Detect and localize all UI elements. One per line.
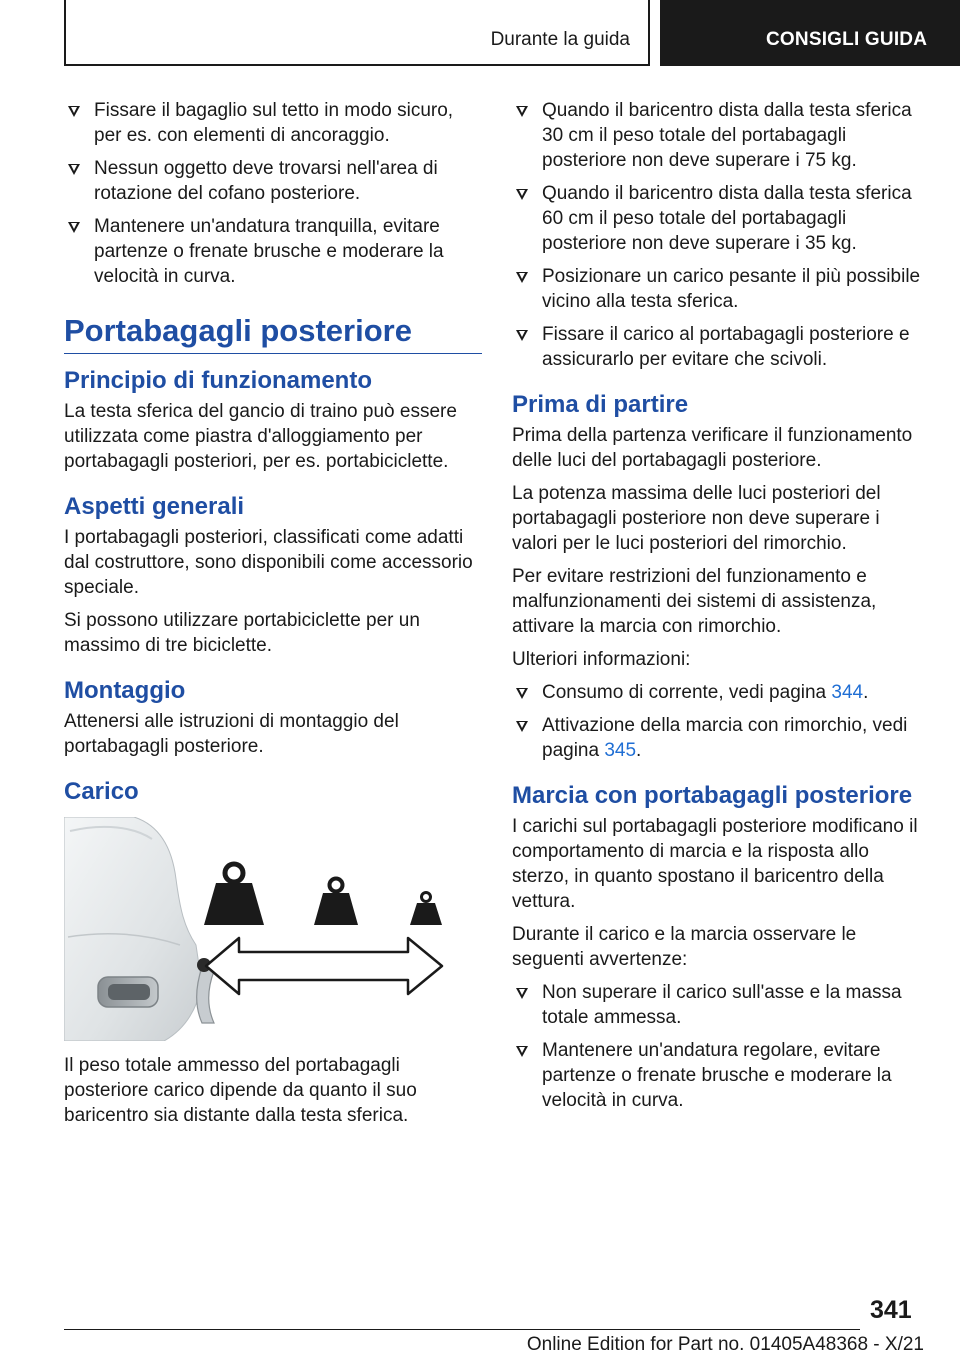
triangle-bullet-icon [68, 164, 80, 175]
list-item: Fissare il carico al portabagagli posteriore e assicurarlo per evitare che scivoli. [512, 322, 926, 372]
list-item: Non superare il carico sull'asse e la massa totale ammessa. [512, 980, 926, 1030]
driving-heading: Marcia con portabagagli posteriore [512, 782, 913, 809]
page-number: 341 [870, 1296, 912, 1324]
load-heading: Carico [64, 778, 139, 805]
mount-heading: Montaggio [64, 677, 186, 704]
tow-hitch-shape [197, 967, 214, 1023]
footer-divider [64, 1329, 860, 1330]
principle-text: La testa sferica del gancio di traino può essere utilizzata come piastra d'alloggiamento per portabagagli posteriori, per es. portabiciclette. [64, 401, 457, 472]
triangle-bullet-icon [516, 988, 528, 999]
driving-text-1: I carichi sul portabagagli posteriore modificano il comportamento di marcia e la risposta allo sterzo, in quanto spostano il baricentro della vettura. [512, 816, 918, 912]
before-text-4: Ulteriori informazioni: [512, 649, 691, 670]
before-text-3: Per evitare restrizioni del funzionamento e malfunzionamenti dei sistemi di assistenza, attivare la marcia con rimorchio. [512, 566, 877, 637]
triangle-bullet-icon [516, 688, 528, 699]
load-diagram [64, 817, 482, 1041]
list-item: Nessun oggetto deve trovarsi nell'area di rotazione del cofano posteriore. [64, 156, 482, 206]
header-chapter-title: CONSIGLI GUIDA [766, 29, 928, 50]
header-section-title: Durante la guida [490, 29, 630, 50]
chapter-title: Portabagagli posteriore [64, 313, 482, 354]
triangle-bullet-icon [516, 330, 528, 341]
list-item: Posizionare un carico pesante il più possibile vicino alla testa sferica. [512, 264, 926, 314]
footer-edition: Online Edition for Part no. 01405A48368 - X/21 [526, 1334, 924, 1355]
triangle-bullet-icon [516, 106, 528, 117]
triangle-bullet-icon [516, 1046, 528, 1057]
load-bullets [512, 98, 926, 372]
triangle-bullet-icon [516, 721, 528, 732]
header-chapter-tab [660, 0, 960, 66]
before-text-1: Prima della partenza verificare il funzionamento delle luci del portabagagli posteriore. [512, 425, 913, 471]
reference-bullets [512, 680, 926, 763]
general-text-1: I portabagagli posteriori, classificati come adatti dal costruttore, sono disponibili come accessorio speciale. [64, 527, 473, 598]
list-item: Quando il baricentro dista dalla testa sferica 60 cm il peso totale del portabagagli posteriore non deve superare i 35 kg. [512, 181, 926, 256]
list-item: Fissare il bagaglio sul tetto in modo sicuro, per es. con elementi di ancoraggio. [64, 98, 482, 148]
general-text-2: Si possono utilizzare portabiciclette per un massimo di tre biciclette. [64, 610, 420, 656]
mount-text: Attenersi alle istruzioni di montaggio del portabagagli posteriore. [64, 711, 399, 757]
list-item: Mantenere un'andatura tranquilla, evitare partenze o frenate brusche e moderare la velocità in curva. [64, 214, 482, 289]
load-caption: Il peso totale ammesso del portabagagli posteriore carico dipende da quanto il suo baricentro sia distante dalla testa sferica. [64, 1055, 417, 1126]
general-heading: Aspetti generali [64, 493, 245, 520]
triangle-bullet-icon [516, 189, 528, 200]
page-link-345[interactable]: 345 [604, 740, 637, 761]
driving-text-2: Durante il carico e la marcia osservare le seguenti avvertenze: [512, 924, 857, 970]
triangle-bullet-icon [68, 222, 80, 233]
right-column [512, 98, 926, 1121]
before-heading: Prima di partire [512, 391, 689, 418]
before-text-2: La potenza massima delle luci posteriori del portabagagli posteriore non deve superare i valori per le luci posteriori del rimorchio. [512, 483, 881, 554]
driving-bullets [512, 980, 926, 1113]
principle-heading: Principio di funzionamento [64, 367, 372, 394]
header-section-tab [64, 0, 650, 66]
weight-small-icon [410, 893, 442, 926]
left-column [64, 98, 482, 1136]
list-item: Consumo di corrente, vedi pagina 344. [512, 680, 926, 705]
triangle-bullet-icon [68, 106, 80, 117]
roof-load-bullets [64, 98, 482, 289]
weight-large-icon [204, 864, 264, 925]
list-item: Quando il baricentro dista dalla testa sferica 30 cm il peso totale del portabagagli posteriore non deve superare i 75 kg. [512, 98, 926, 173]
page-link-344[interactable]: 344 [831, 682, 864, 703]
list-item: Mantenere un'andatura regolare, evitare partenze o frenate brusche e moderare la velocità in curva. [512, 1038, 926, 1113]
page-header [0, 0, 960, 66]
weight-medium-icon [314, 879, 358, 926]
distance-arrow-shape [206, 938, 442, 994]
list-item: Attivazione della marcia con rimorchio, vedi pagina 345. [512, 713, 926, 763]
load-illustration [64, 817, 482, 1041]
triangle-bullet-icon [516, 272, 528, 283]
